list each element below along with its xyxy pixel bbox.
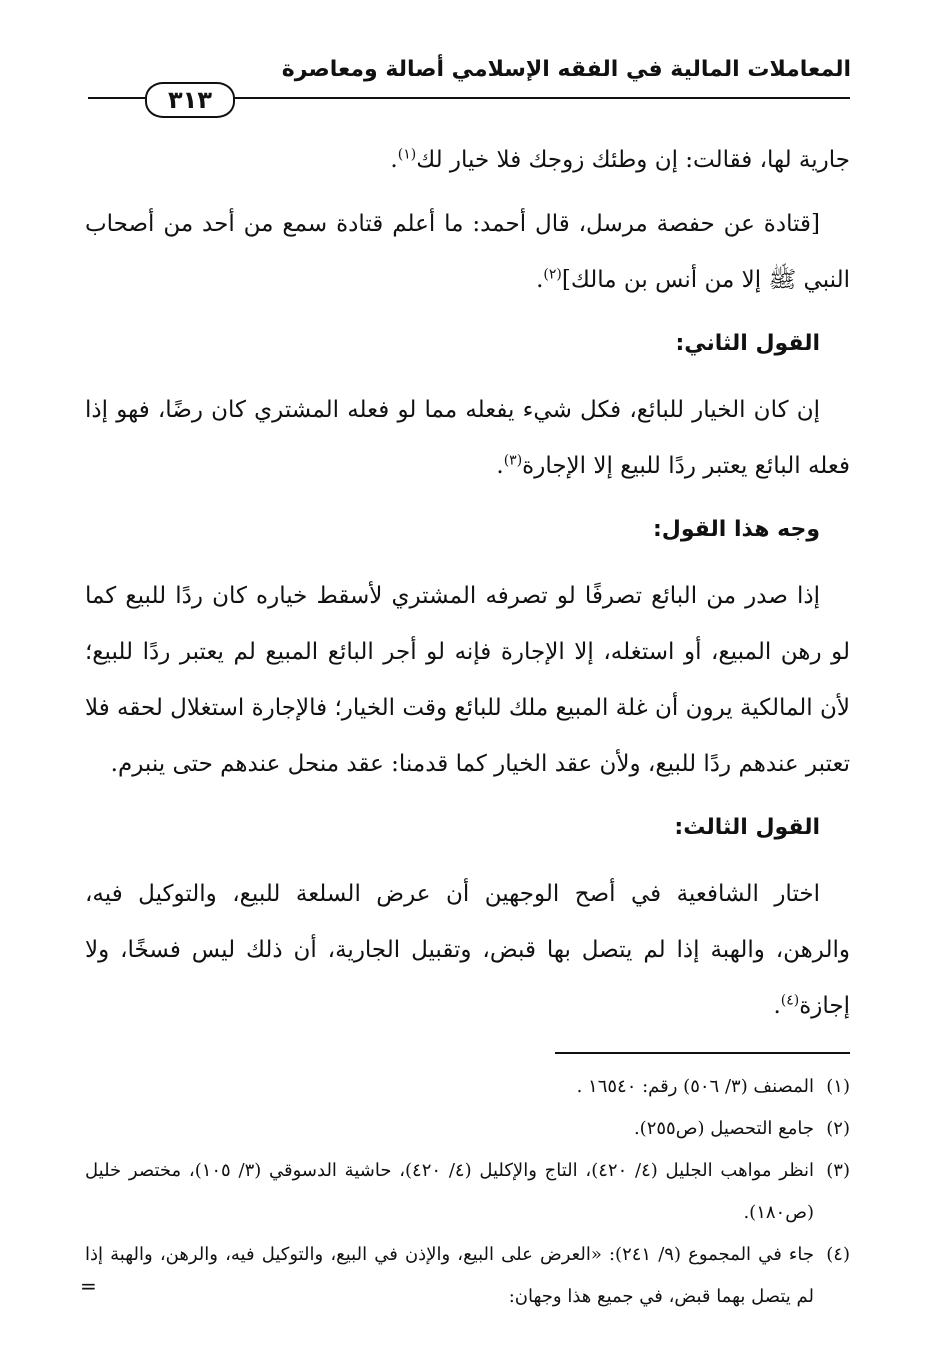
footnote-number: (٣)	[826, 1160, 850, 1181]
footnote-ref-2: (٢)	[543, 266, 562, 283]
footnote-separator	[555, 1052, 850, 1054]
paragraph-4: إذا صدر من البائع تصرفًا لو تصرفه المشتري لأسقط خياره كان ردًا للبيع كما لو رهن المبيع، أو استغله، إلا الإجارة فإنه لو أجر البائع المبيع لم يعتبر ردًا للبيع؛ لأن المالكية يرون أن غلة المبيع ملك للبائع وقت الخيار؛ فالإجارة استغلال لحقه فلا تعتبر عندهم ردًا للبيع، ولأن عقد الخيار كما قدمنا: عقد منحل عندهم حتى ينبرم.	[85, 583, 850, 777]
section-heading-second-opinion: القول الثاني:	[675, 331, 820, 356]
footnote-text: انظر مواهب الجليل (٤/ ٤٢٠)، التاج والإكليل (٤/ ٤٢٠)، حاشية الدسوقي (٣/ ١٠٥)، مختصر خليل (ص١٨٠).	[85, 1160, 814, 1223]
main-text	[85, 132, 850, 1042]
footnote-text: جامع التحصيل (ص٢٥٥).	[633, 1118, 814, 1139]
footnote-2	[85, 1108, 850, 1150]
paragraph-5: اختار الشافعية في أصح الوجهين أن عرض السلعة للبيع، والتوكيل فيه، والرهن، والهبة إذا لم يتصل بها قبض، وتقبيل الجارية، أن ذلك ليس فسخًا، ولا إجازة$^{(٤)}$.	[85, 881, 850, 1019]
continuation-mark: =	[80, 1274, 97, 1298]
footnote-ref-3: (٣)	[503, 452, 523, 469]
running-title: المعاملات المالية في الفقه الإسلامي أصالة ومعاصرة	[281, 57, 851, 82]
page-number: ٣١٣	[168, 86, 212, 114]
section-heading-rationale: وجه هذا القول:	[652, 517, 820, 542]
paragraph-3: إن كان الخيار للبائع، فكل شيء يفعله مما لو فعله المشتري كان رضًا، فهو إذا فعله البائع يعتبر ردًا للبيع إلا الإجارة$^{(٣)}$.	[85, 397, 850, 479]
paragraph-2: [قتادة عن حفصة مرسل، قال أحمد: ما أعلم قتادة سمع من أحد من أصحاب النبي ﷺ إلا من أنس بن مالك]$^{(٢)}$.	[85, 211, 850, 293]
footnote-text: المصنف (٣/ ٥٠٦) رقم: ١٦٥٤٠ .	[576, 1076, 814, 1097]
footnotes	[85, 1066, 850, 1318]
footnote-number: (٢)	[826, 1118, 850, 1139]
footnote-1	[85, 1066, 850, 1108]
footnote-ref-4: (٤)	[780, 992, 800, 1009]
footnote-ref-1: (١)	[397, 146, 417, 163]
paragraph-1: جارية لها، فقالت: إن وطئك زوجك فلا خيار لك$^{(١)}$.	[390, 146, 850, 173]
footnote-3	[85, 1150, 850, 1234]
footnote-4	[85, 1234, 850, 1318]
footnote-number: (١)	[826, 1076, 850, 1097]
section-heading-third-opinion: القول الثالث:	[674, 815, 820, 840]
footnote-text: جاء في المجموع (٩/ ٢٤١): «العرض على البيع، والإذن في البيع، والتوكيل فيه، والرهن، والهبة إذا لم يتصل بهما قبض، في جميع هذا وجهان:	[85, 1244, 814, 1307]
page-number-badge	[145, 82, 235, 118]
footnote-number: (٤)	[826, 1244, 850, 1265]
